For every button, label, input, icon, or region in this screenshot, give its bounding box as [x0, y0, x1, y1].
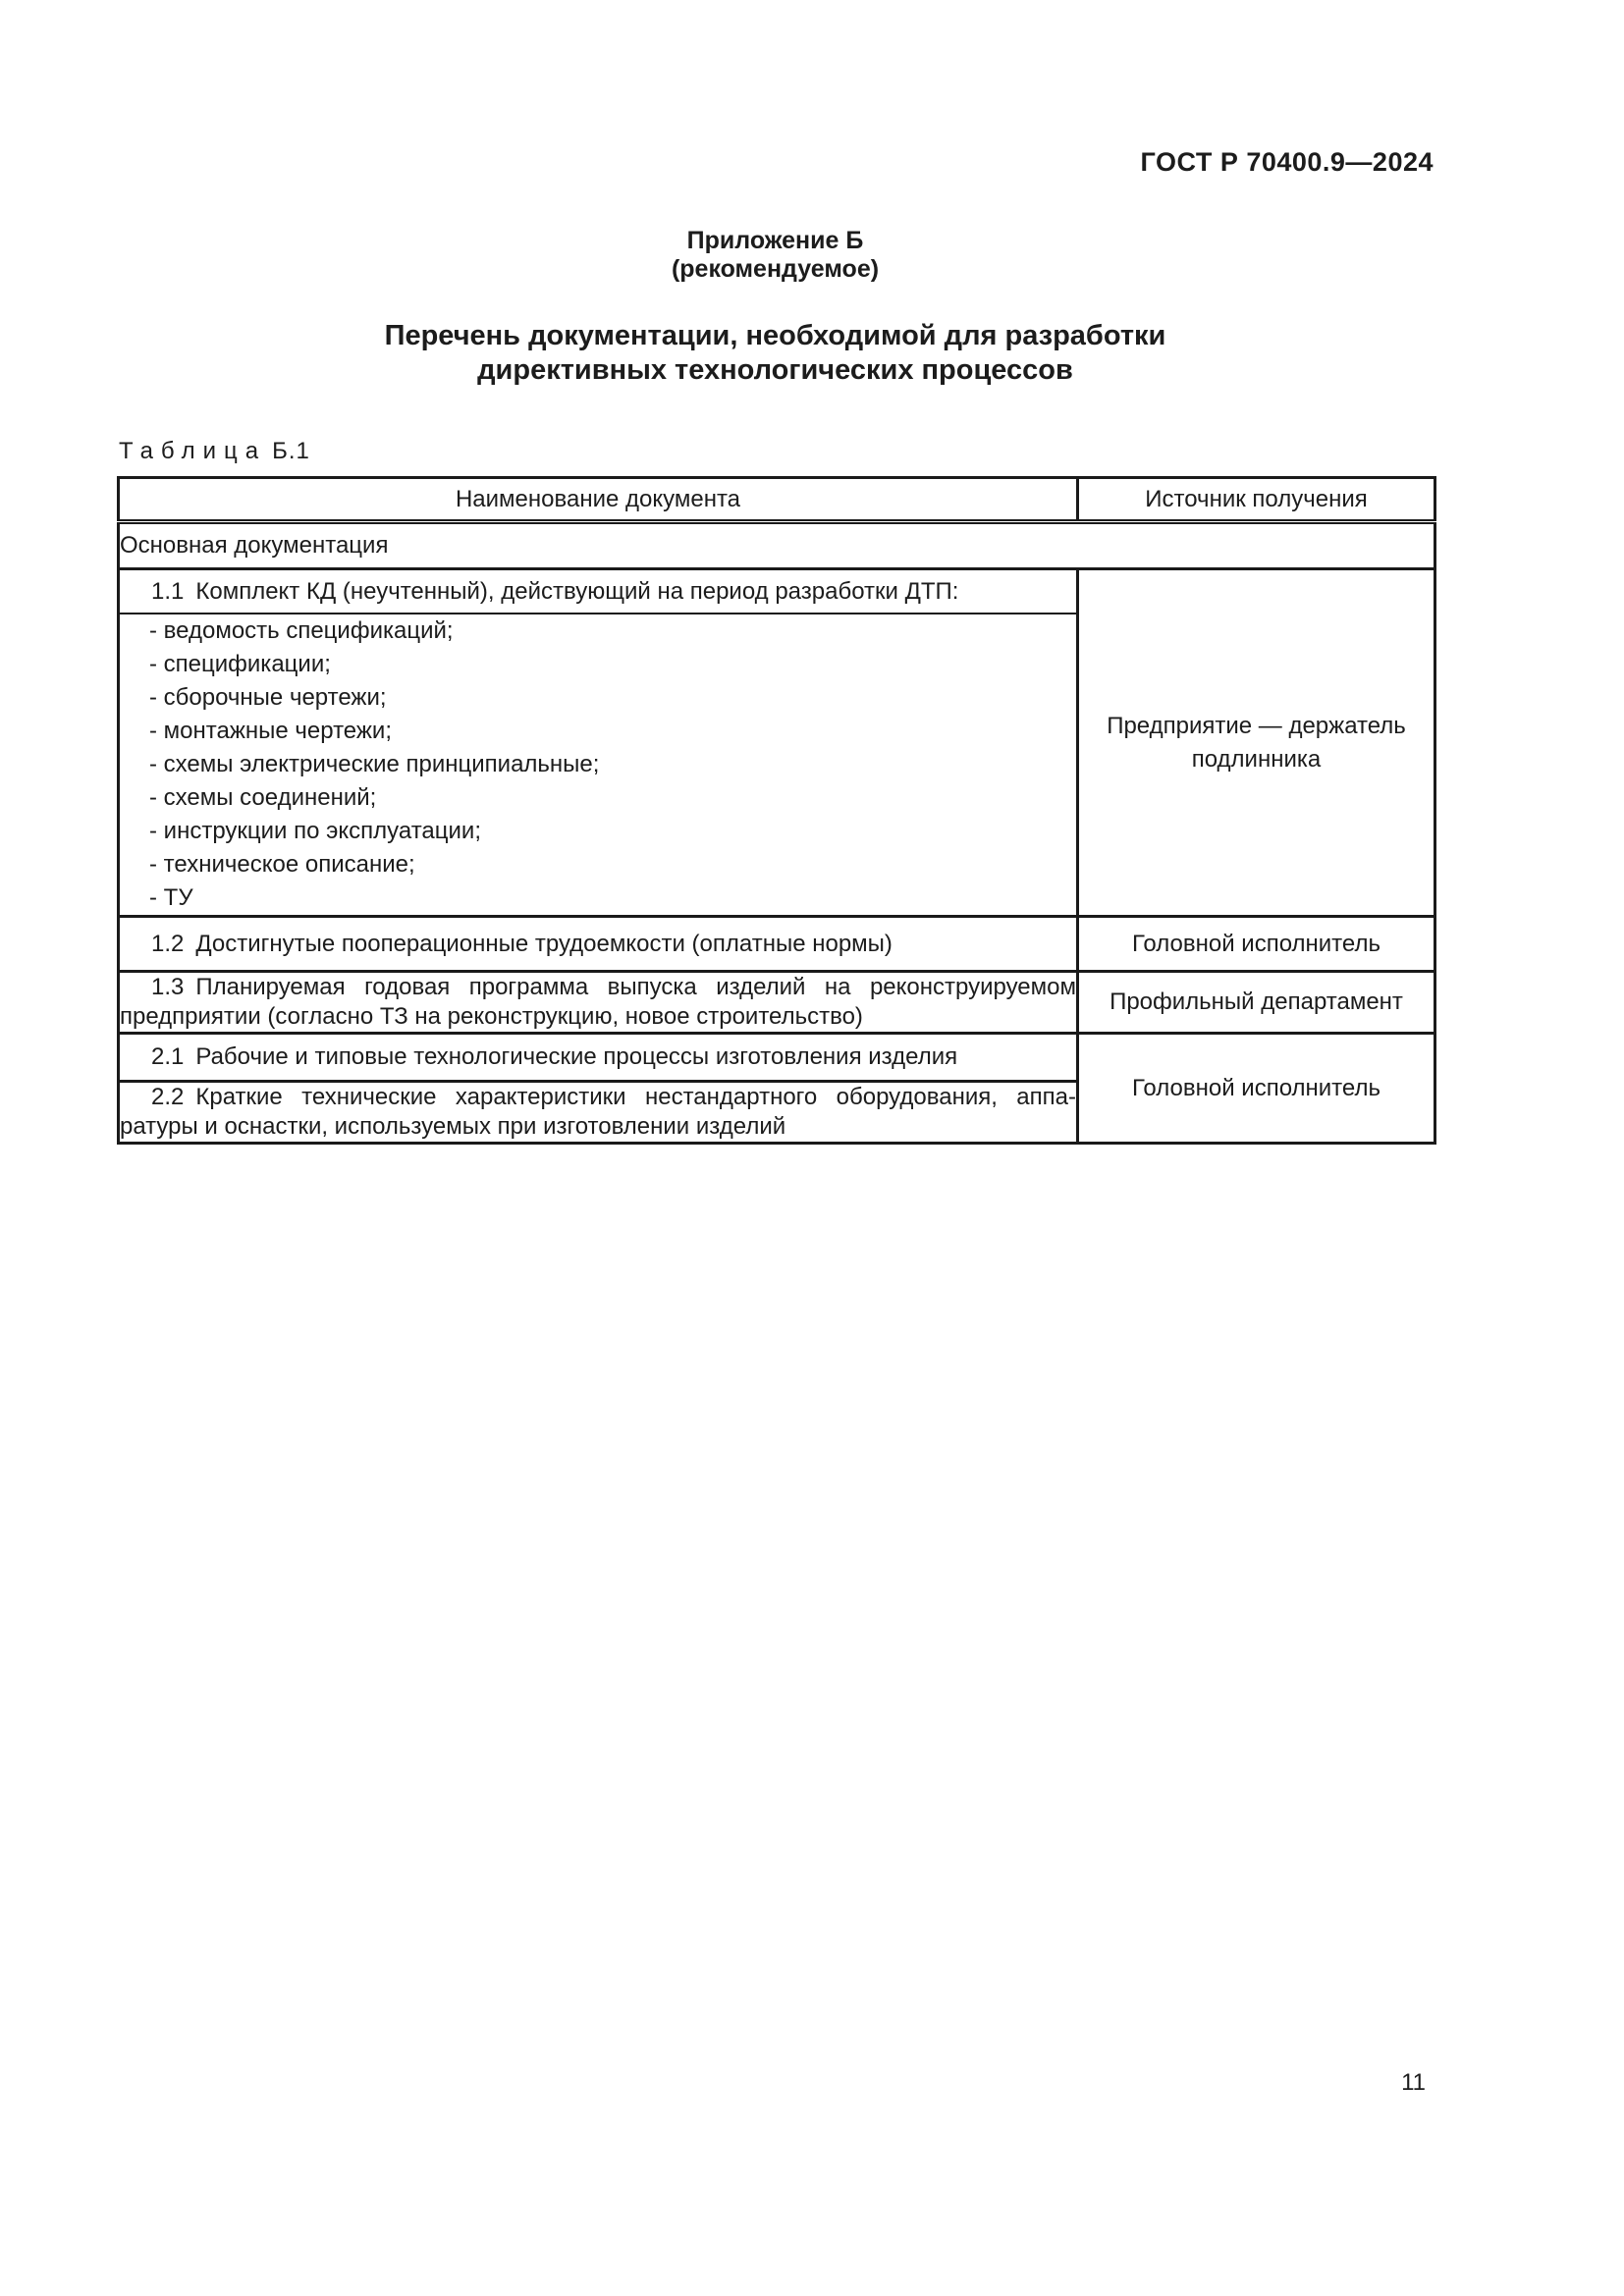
standard-code: ГОСТ Р 70400.9—2024	[1140, 147, 1434, 177]
row-2-1-source: Головной исполнитель	[1078, 1034, 1435, 1144]
row-1-3-name: 1.3 Планируемая годовая программа выпуска изделий на реконструируемом предприятии (согласно ТЗ на реконструкцию, новое строительство)	[119, 972, 1078, 1034]
list-item: - монтажные чертежи;	[149, 718, 393, 744]
page-title	[117, 319, 1434, 388]
row-1-1-document-list	[119, 614, 1078, 917]
row-2-1-name: 2.1 Рабочие и типовые технологические процессы изготовления изделия	[119, 1034, 1078, 1082]
row-1-2-name: 1.2 Достигнутые пооперационные трудоемкости (оплатные нормы)	[119, 917, 1078, 972]
row-2-2-name: 2.2 Краткие технические характеристики нестандартного оборудования, аппаратуры и оснастки, используемых при изготовлении изделий	[120, 1084, 1076, 1140]
column-header-source: Источник получения	[1078, 478, 1435, 522]
table-caption-word: Таблица	[119, 438, 267, 464]
list-item: - ведомость спецификаций;	[149, 617, 454, 644]
list-item: - ТУ	[149, 884, 193, 911]
row-1-1-source: Предприятие — держатель подлинника	[1078, 569, 1435, 917]
list-item: - инструкции по эксплуатации;	[149, 818, 481, 844]
table-caption	[119, 438, 310, 465]
appendix-kind: (рекомендуемое)	[671, 255, 880, 283]
row-1-2-source: Головной исполнитель	[1078, 917, 1435, 972]
table-caption-number: Б.1	[272, 438, 310, 464]
appendix-heading	[117, 227, 1434, 284]
table-row	[119, 569, 1435, 614]
column-header-name: Наименование документа	[119, 478, 1078, 522]
list-item: - сборочные чертежи;	[149, 684, 387, 711]
row-1-3-source: Профильный департамент	[1078, 972, 1435, 1034]
table-row	[119, 1034, 1435, 1082]
page-number: 11	[1401, 2069, 1426, 2096]
list-item: - техническое описание;	[149, 851, 415, 878]
list-item: - спецификации;	[149, 651, 331, 677]
appendix-label: Приложение Б	[686, 227, 864, 254]
table-row	[119, 972, 1435, 1034]
page-title-line2: директивных технологических процессов	[477, 354, 1073, 386]
row-1-1-name: 1.1 Комплект КД (неучтенный), действующий на период разработки ДТП:	[119, 569, 1078, 614]
section-title: Основная документация	[119, 522, 1435, 569]
list-item: - схемы соединений;	[149, 784, 377, 811]
section-row	[119, 522, 1435, 569]
page-title-line1: Перечень документации, необходимой для разработки	[384, 320, 1166, 351]
table-row	[119, 917, 1435, 972]
list-item: - схемы электрические принципиальные;	[149, 751, 600, 777]
table-header-row	[119, 478, 1435, 522]
documents-table	[117, 476, 1436, 1145]
